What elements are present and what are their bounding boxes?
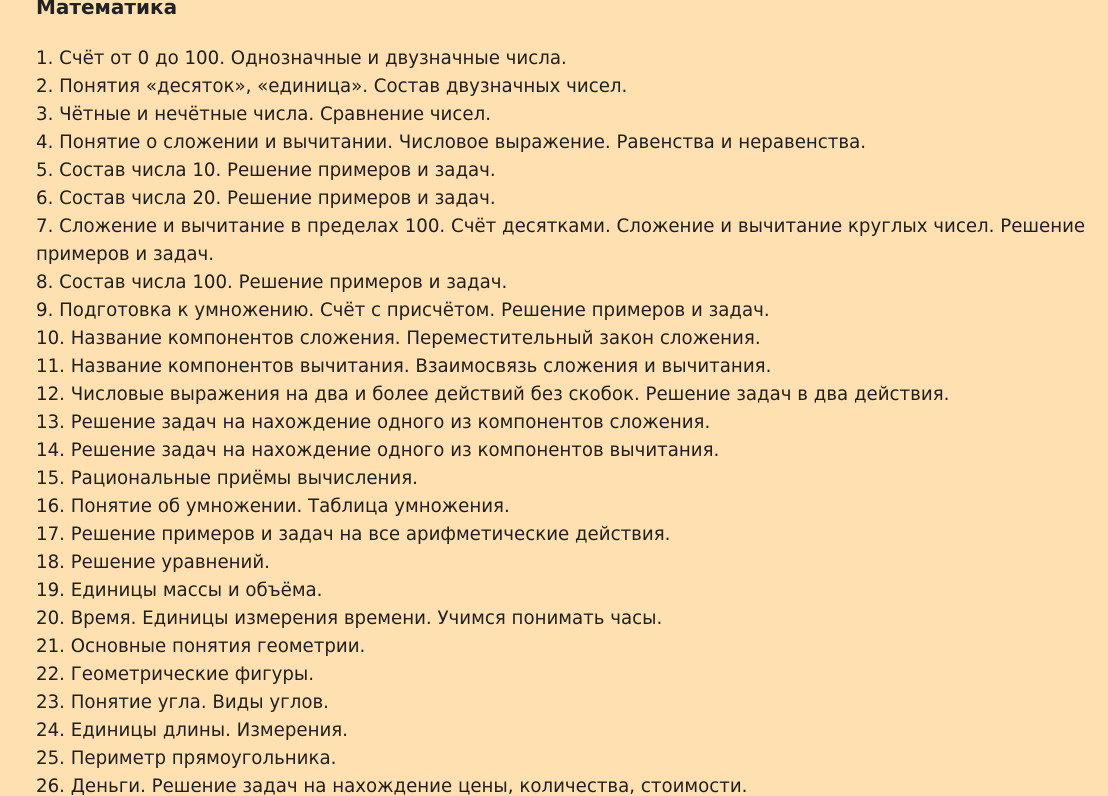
topic-item: 22. Геометрические фигуры.	[36, 664, 315, 685]
topic-item: 11. Название компонентов вычитания. Взаимосвязь сложения и вычитания.	[36, 356, 772, 377]
topic-item: 9. Подготовка к умножению. Счёт с присчётом. Решение примеров и задач.	[36, 300, 770, 321]
topic-item: 21. Основные понятия геометрии.	[36, 636, 366, 657]
topic-item: 19. Единицы массы и объёма.	[36, 580, 323, 601]
topic-item: 14. Решение задач на нахождение одного из компонентов вычитания.	[36, 440, 720, 461]
topic-list	[36, 45, 1102, 796]
topic-item: 4. Понятие о сложении и вычитании. Числовое выражение. Равенства и неравенства.	[36, 132, 867, 153]
topic-item: 12. Числовые выражения на два и более действий без скобок. Решение задач в два действия.	[36, 384, 950, 405]
topic-item: 20. Время. Единицы измерения времени. Учимся понимать часы.	[36, 608, 663, 629]
topic-item: 25. Периметр прямоугольника.	[36, 748, 337, 769]
topic-item: 8. Состав числа 100. Решение примеров и задач.	[36, 272, 508, 293]
topic-item: 7. Сложение и вычитание в пределах 100. Счёт десятками. Сложение и вычитание круглых чисел. Решение примеров и задач.	[36, 216, 1086, 265]
topic-item: 2. Понятия «десяток», «единица». Состав двузначных чисел.	[36, 76, 628, 97]
topic-item: 5. Состав числа 10. Решение примеров и задач.	[36, 160, 496, 181]
topic-item: 3. Чётные и нечётные числа. Сравнение чисел.	[36, 104, 491, 125]
topic-item: 26. Деньги. Решение задач на нахождение цены, количества, стоимости.	[36, 776, 748, 796]
topic-item: 18. Решение уравнений.	[36, 552, 270, 573]
topic-item: 16. Понятие об умножении. Таблица умножения.	[36, 496, 510, 517]
topic-item: 17. Решение примеров и задач на все арифметические действия.	[36, 524, 671, 545]
topic-item: 23. Понятие угла. Виды углов.	[36, 692, 329, 713]
topic-item: 24. Единицы длины. Измерения.	[36, 720, 349, 741]
section-title: Математика	[36, 0, 178, 19]
topic-item: 10. Название компонентов сложения. Переместительный закон сложения.	[36, 328, 761, 349]
topic-item: 13. Решение задач на нахождение одного из компонентов сложения.	[36, 412, 711, 433]
topic-item: 6. Состав числа 20. Решение примеров и задач.	[36, 188, 496, 209]
topic-item: 15. Рациональные приёмы вычисления.	[36, 468, 418, 489]
topic-item: 1. Счёт от 0 до 100. Однозначные и двузначные числа.	[36, 48, 567, 69]
